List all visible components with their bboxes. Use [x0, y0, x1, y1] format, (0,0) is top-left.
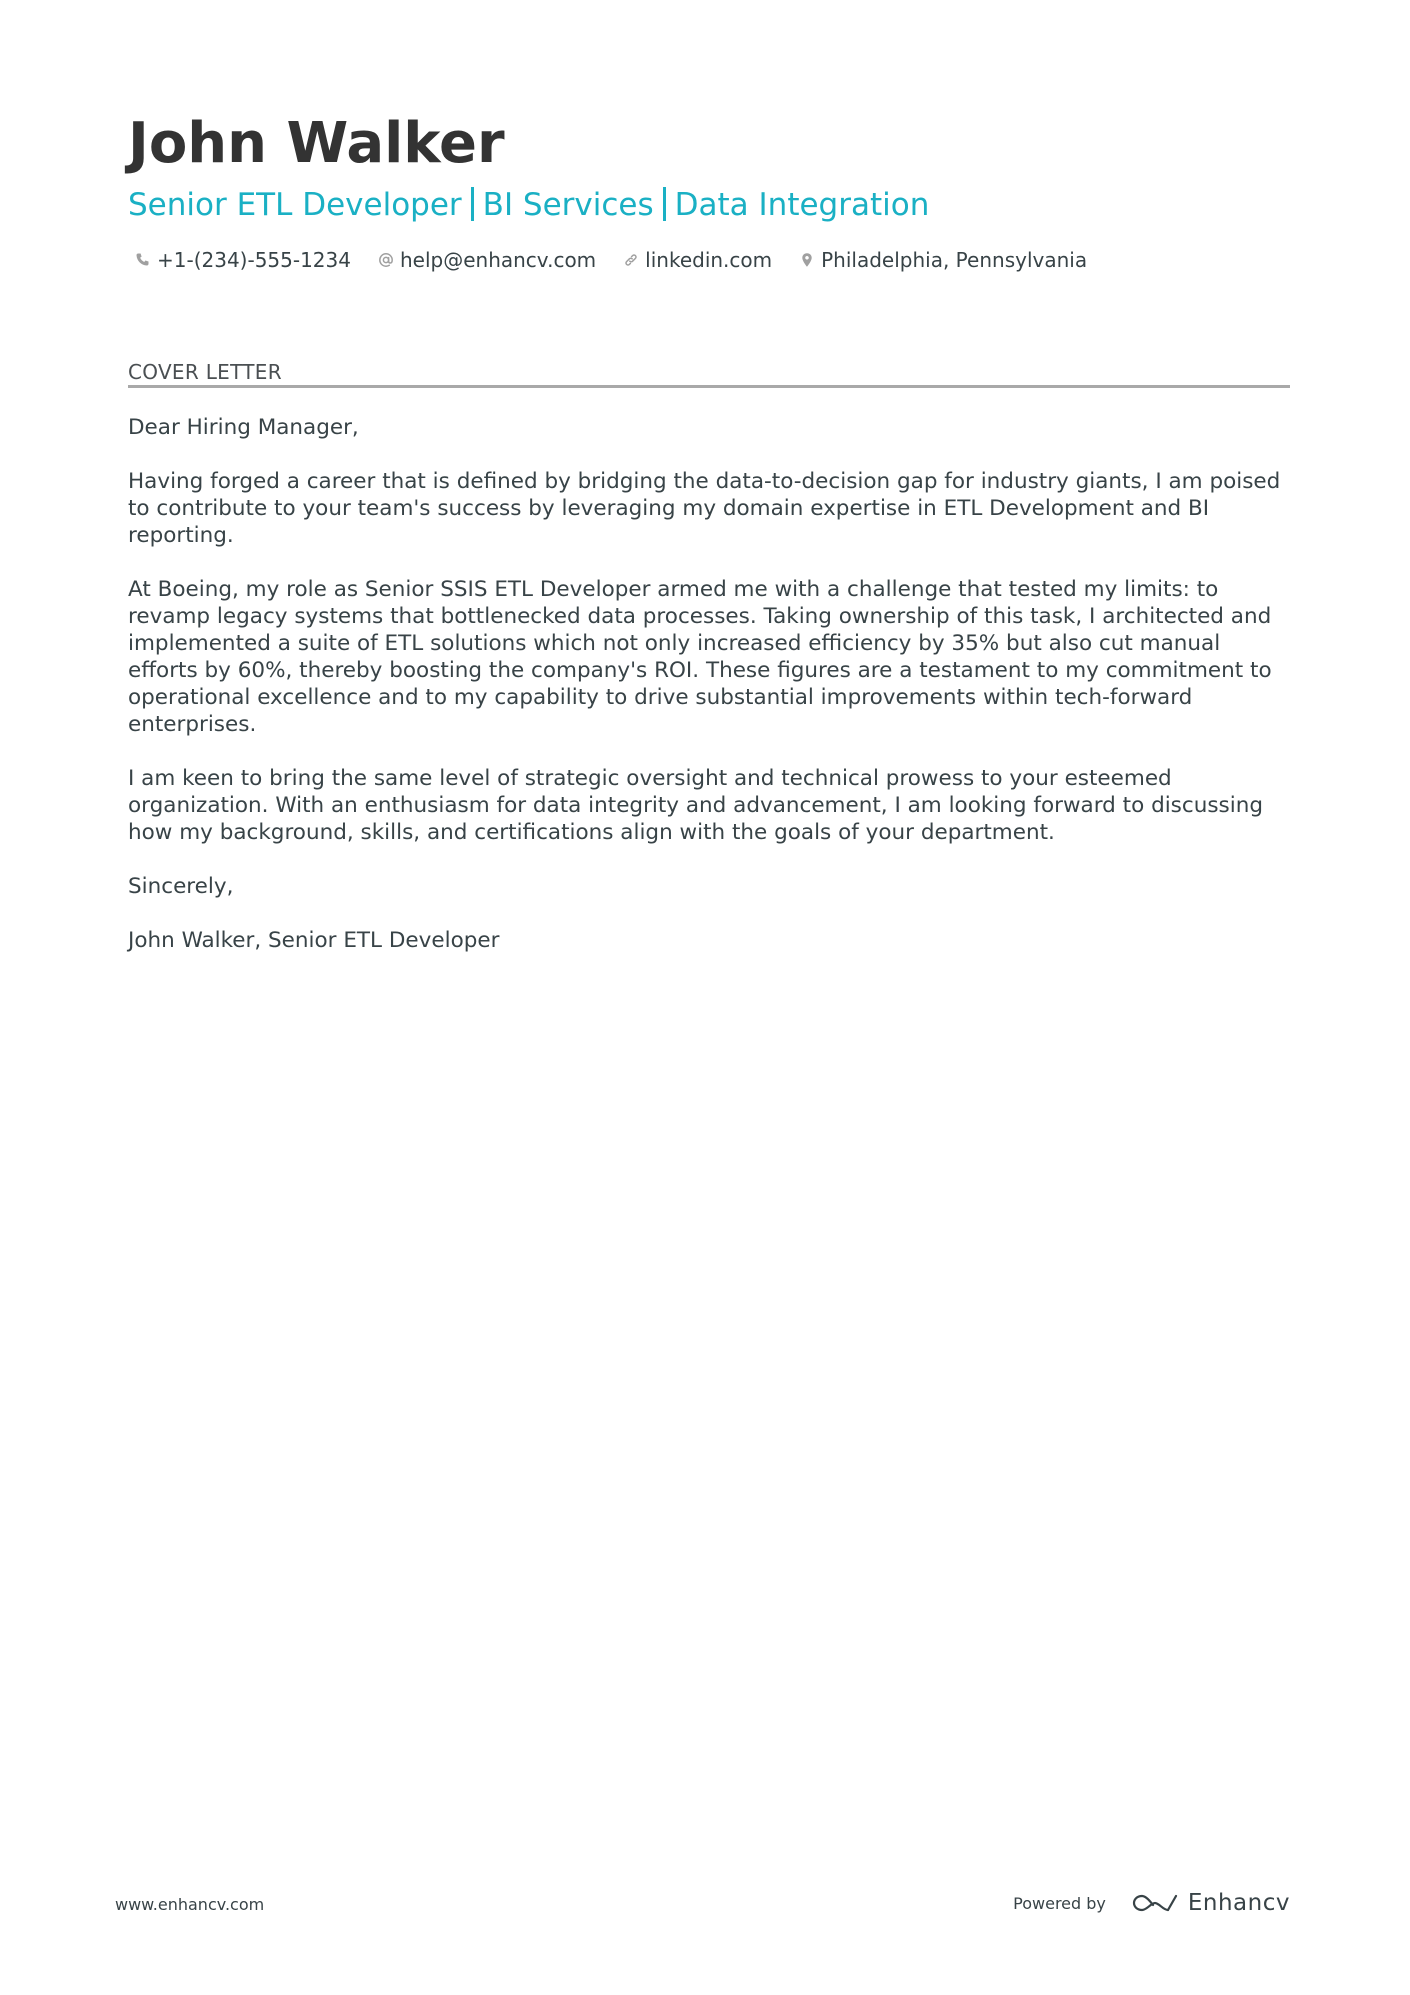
phone-text: +1-(234)-555-1234 — [157, 248, 351, 272]
candidate-name: John Walker — [128, 111, 505, 176]
enhancv-logo-icon[interactable] — [1132, 1891, 1178, 1915]
headline-role: Senior ETL Developer — [128, 187, 462, 223]
footer-website[interactable]: www.enhancv.com — [115, 1895, 265, 1914]
headline-service: BI Services — [482, 187, 654, 223]
closing: Sincerely, — [128, 874, 234, 899]
footer-branding — [1013, 1885, 1290, 1921]
letter-paragraph: Having forged a career that is defined by bridging the data-to-decision gap for industry giants, I am poised to contribute to your team's success by leveraging my domain expertise in ETL Development and BI reporting. — [128, 469, 1281, 548]
letter-body — [128, 414, 1290, 981]
headline-focus: Data Integration — [674, 187, 930, 223]
contact-email[interactable] — [377, 248, 596, 272]
contact-info — [134, 245, 1113, 275]
contact-phone — [134, 248, 351, 272]
email-text[interactable]: help@enhancv.com — [399, 248, 597, 272]
powered-by-text: Powered by — [1013, 1893, 1106, 1913]
section-title: COVER LETTER — [128, 360, 282, 384]
link-icon — [622, 251, 640, 269]
location-pin-icon — [798, 251, 816, 269]
letter-paragraph: At Boeing, my role as Senior SSIS ETL Developer armed me with a challenge that tested my limits: to revamp legacy systems that bottlenecked data processes. Taking ownership of this task, I architected and implemented a suite of ETL solutions which not only increased efficiency by 35% but also cut manual efforts by 60%, thereby boosting the company's ROI. These figures are a testament to my commitment to operational excellence and to my capability to drive substantial improvements within tech-forward enterprises. — [128, 577, 1272, 737]
signature: John Walker, Senior ETL Developer — [128, 928, 500, 953]
headline-separator — [663, 187, 666, 221]
at-icon — [377, 251, 395, 269]
linkedin-text[interactable]: linkedin.com — [645, 248, 773, 272]
contact-linkedin[interactable] — [622, 248, 772, 272]
headline-separator — [471, 187, 474, 221]
headline — [128, 184, 929, 226]
phone-icon — [134, 251, 152, 269]
contact-location — [798, 248, 1087, 272]
letter-paragraph: I am keen to bring the same level of strategic oversight and technical prowess to your esteemed organization. With an enthusiasm for data integrity and advancement, I am looking forward to discussing how my background, skills, and certifications align with the goals of your department. — [128, 766, 1263, 845]
salutation: Dear Hiring Manager, — [128, 415, 359, 440]
location-text: Philadelphia, Pennsylvania — [821, 248, 1088, 272]
section-divider — [128, 385, 1290, 388]
brand-name: Enhancv — [1187, 1890, 1290, 1916]
